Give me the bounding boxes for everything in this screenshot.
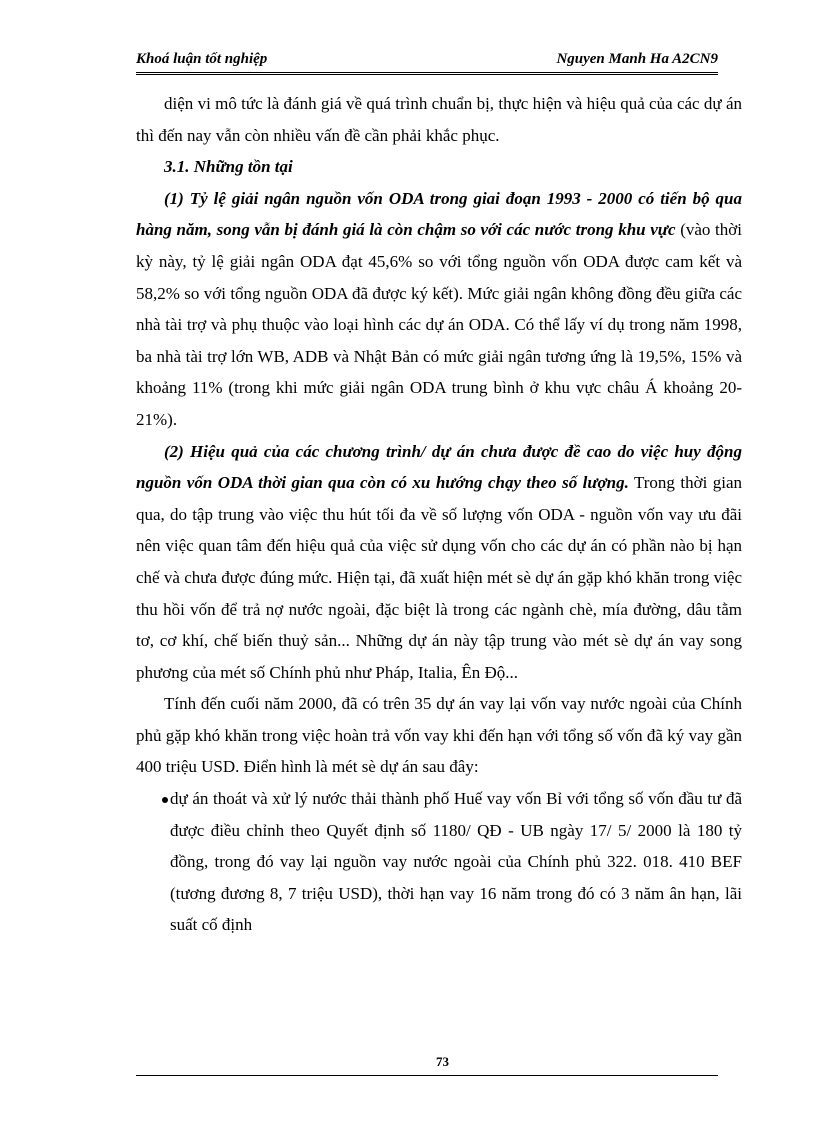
header-author: Nguyen Manh Ha A2CN9: [556, 51, 718, 67]
paragraph-projects: Tính đến cuối năm 2000, đã có trên 35 dự án vay lại vốn vay nước ngoài của Chính phủ gặp khó khăn trong việc hoàn trả vốn vay khi đến hạn với tổng số vốn đã ký vay gần 400 triệu USD. Điển hình là mét sè dự án sau đây:: [136, 694, 742, 777]
header-thesis-title: Khoá luận tốt nghiệp: [136, 51, 268, 67]
bullet-text: dự án thoát và xử lý nước thải thành phố Huế vay vốn Bỉ với tổng số vốn đầu tư đã được điều chỉnh theo Quyết định số 1180/ QĐ - UB ngày 17/ 5/ 2000 là 180 tỷ đồng, trong đó vay lại nguồn vay nước ngoài của Chính phủ 322. 018. 410 BEF (tương đương 8, 7 triệu USD), thời hạn vay 16 năm trong đó có 3 năm ân hạn, lãi suất cố định: [170, 789, 742, 935]
paragraph-item1: [136, 183, 742, 436]
paragraph-intro: diện vi mô tức là đánh giá về quá trình chuẩn bị, thực hiện và hiệu quả của các dự án thì đến nay vẫn còn nhiều vấn đề cần phải khắc phục.: [136, 94, 742, 145]
page-body: [136, 88, 742, 941]
item1-text: (vào thời kỳ này, tỷ lệ giải ngân ODA đạt 45,6% so với tổng nguồn vốn ODA được cam kết và 58,2% so với tổng nguồn ODA đã được ký kết). Mức giải ngân không đồng đều giữa các nhà tài trợ và phụ thuộc vào loại hình các dự án ODA. Có thể lấy ví dụ trong năm 1998, ba nhà tài trợ lớn WB, ADB và Nhật Bản có mức giải ngân tương ứng là 19,5%, 15% và khoảng 11% (trong khi mức giải ngân ODA trung bình ở khu vực châu Á khoảng 20-21%).: [136, 220, 742, 429]
bullet-dot-icon: [162, 797, 168, 803]
item1-title: (1) Tỷ lệ giải ngân nguồn vốn ODA trong giai đoạn 1993 - 2000 có tiến bộ qua hàng năm, song vẫn bị đánh giá là còn chậm so với các nước trong khu vực: [136, 188, 742, 240]
bullet-item: [136, 783, 742, 941]
item2-title: (2) Hiệu quả của các chương trình/ dự án chưa được đề cao do việc huy động nguồn vốn ODA thời gian qua còn có xu hướng chạy theo số lượng.: [136, 441, 742, 493]
paragraph-item2: [136, 436, 742, 689]
item2-text: Trong thời gian qua, do tập trung vào việc thu hút tối đa về số lượng vốn ODA - nguồn vốn vay ưu đãi nên việc quan tâm đến hiệu quả của việc sử dụng vốn cho các dự án có phần nào bị hạn chế và chưa được đúng mức. Hiện tại, đã xuất hiện mét sè dự án gặp khó khăn trong việc thu hồi vốn để trả nợ nước ngoài, đặc biệt là trong các ngành chè, mía đường, dâu tằm tơ, cơ khí, chế biến thuỷ sản... Những dự án này tập trung vào mét sè dự án vay song phương của mét số Chính phủ như Pháp, Italia, Ên Độ...: [136, 473, 742, 682]
page-number: 73: [436, 1054, 449, 1069]
page-header: [136, 50, 718, 75]
section-title: 3.1. Những tồn tại: [164, 157, 293, 177]
footer-divider: [136, 1075, 718, 1076]
